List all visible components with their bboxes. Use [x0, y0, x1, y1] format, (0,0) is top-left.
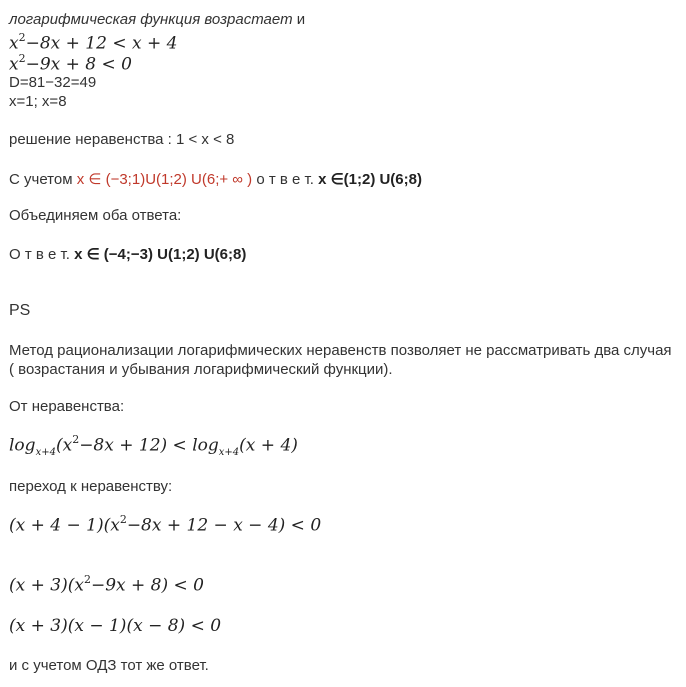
ineq2-var: x: [9, 54, 19, 75]
ps-heading: PS: [9, 302, 31, 319]
final-prefix: О т в е т.: [9, 246, 75, 263]
expression-3: (x + 3)(x − 1)(x − 8) < 0: [9, 616, 222, 636]
expr1-exp: 2: [119, 513, 127, 526]
expression-2: [9, 574, 204, 596]
intro-tail: и: [292, 11, 306, 28]
solution-text: решение неравенства : 1 < x < 8: [9, 131, 235, 148]
expr2-a: (x + 3)(x: [9, 575, 84, 596]
expr1-b: −8x + 12 − x − 4) < 0: [126, 515, 322, 536]
condition-domain: x ∈ (−3;1)U(1;2) U(6;+ ∞ ): [76, 171, 253, 188]
ineq1-exp: 2: [18, 31, 26, 44]
condition-prefix: С учетом: [9, 171, 77, 188]
combine-text: Объединяем оба ответа:: [9, 207, 182, 224]
ineq1-rest: −8x + 12 < x + 4: [25, 33, 178, 54]
intro-line: [9, 11, 305, 28]
log-base-2: x+4: [218, 447, 240, 459]
conclusion-text: и с учетом ОДЗ тот же ответ.: [9, 657, 209, 674]
with-condition-line: [9, 170, 422, 188]
expr2-exp: 2: [83, 573, 91, 586]
expr2-b: −9x + 8) < 0: [90, 575, 204, 596]
method-text: Метод рационализации логарифмических неравенств позволяет не рассматривать два случая ( возрастания и убывания логарифмический функции).: [9, 342, 672, 378]
roots: x=1; x=8: [9, 93, 67, 110]
log-2: log: [192, 435, 219, 456]
condition-middle: о т в е т.: [252, 171, 319, 188]
transition-text: переход к неравенству:: [9, 478, 173, 495]
final-answer-line: [9, 245, 246, 263]
inequality-1: [9, 32, 177, 54]
log-base-1: x+4: [35, 447, 56, 459]
ineq2-rest: −9x + 8 < 0: [25, 54, 132, 75]
expression-1: [9, 514, 321, 536]
log-1: log: [9, 435, 36, 456]
expr1-a: (x + 4 − 1)(x: [9, 515, 120, 536]
from-inequality: От неравенства:: [9, 398, 125, 415]
inequality-2: [9, 53, 132, 75]
log-arg-2: (x + 4): [239, 435, 298, 456]
log-arg-1-exp: 2: [72, 433, 80, 446]
condition-answer: x ∈(1;2) U(6;8): [318, 171, 422, 188]
ineq1-var: x: [9, 33, 19, 54]
ineq2-exp: 2: [18, 52, 26, 65]
log-arg-1a: (x: [55, 435, 73, 456]
intro-text: логарифмическая функция возрастает: [9, 11, 293, 28]
final-answer: x ∈ (−4;−3) U(1;2) U(6;8): [74, 246, 247, 263]
discriminant: D=81−32=49: [9, 74, 97, 91]
log-arg-1b: −8x + 12) <: [79, 435, 187, 456]
log-inequality: [9, 434, 298, 458]
